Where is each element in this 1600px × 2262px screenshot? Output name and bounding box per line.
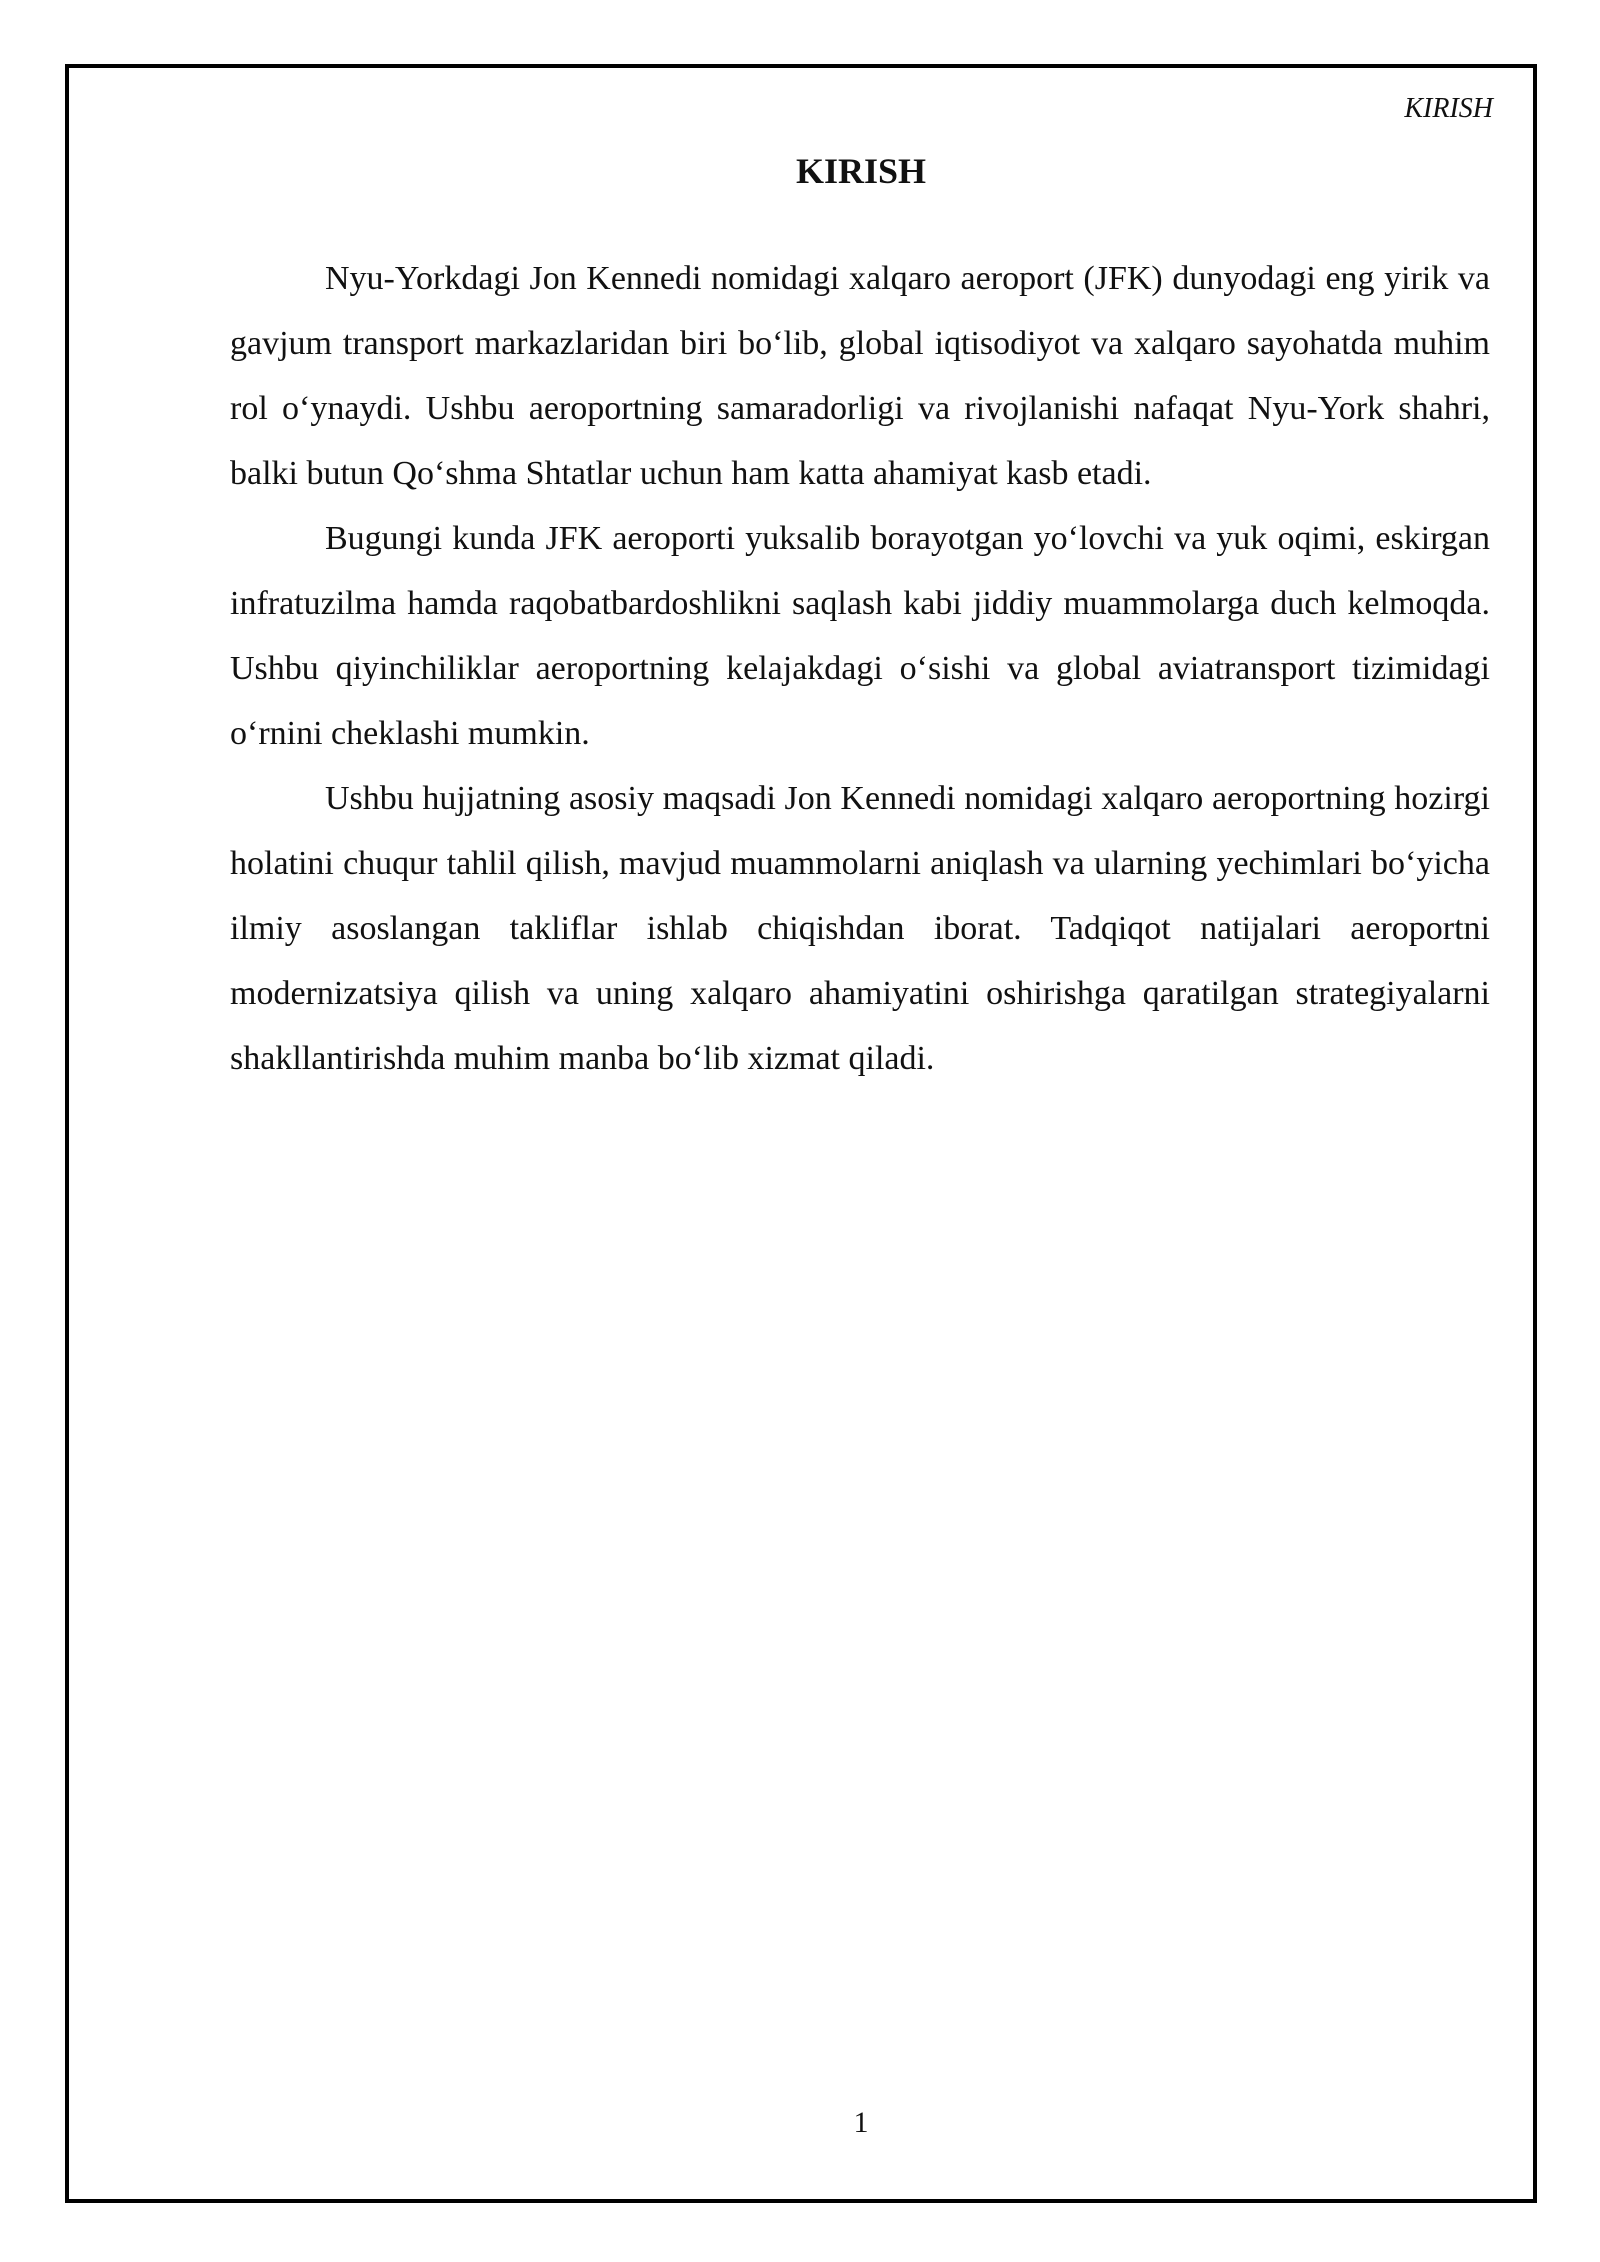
paragraph-1: Nyu-Yorkdagi Jon Kennedi nomidagi xalqaro aeroport (JFK) dunyodagi eng yirik va gavjum transport markazlaridan biri bo‘lib, global iqtisodiyot va xalqaro sayohatda muhim rol o‘ynaydi. Ushbu aeroportning samaradorligi va rivojlanishi nafaqat Nyu-York shahri, balki butun Qo‘shma Shtatlar uchun ham katta ahamiyat kasb etadi. — [230, 260, 1490, 492]
running-header: KIRISH — [1404, 93, 1493, 124]
paragraph-3: Ushbu hujjatning asosiy maqsadi Jon Kennedi nomidagi xalqaro aeroportning hozirgi holatini chuqur tahlil qilish, mavjud muammolarni aniqlash va ularning yechimlari bo‘yicha ilmiy asoslangan takliflar ishlab chiqishdan iborat. Tadqiqot natijalari aeroportni modernizatsiya qilish va uning xalqaro ahamiyatini oshirishga qaratilgan strategiyalarni shakllantirishda muhim manba bo‘lib xizmat qiladi. — [230, 780, 1490, 1077]
page-number: 1 — [853, 2106, 869, 2139]
document-body — [230, 246, 1490, 1091]
page-title: KIRISH — [795, 151, 927, 191]
paragraph-2: Bugungi kunda JFK aeroporti yuksalib borayotgan yo‘lovchi va yuk oqimi, eskirgan infratuzilma hamda raqobatbardoshlikni saqlash kabi jiddiy muammolarga duch kelmoqda. Ushbu qiyinchiliklar aeroportning kelajakdagi o‘sishi va global aviatransport tizimidagi o‘rnini cheklashi mumkin. — [230, 520, 1490, 752]
